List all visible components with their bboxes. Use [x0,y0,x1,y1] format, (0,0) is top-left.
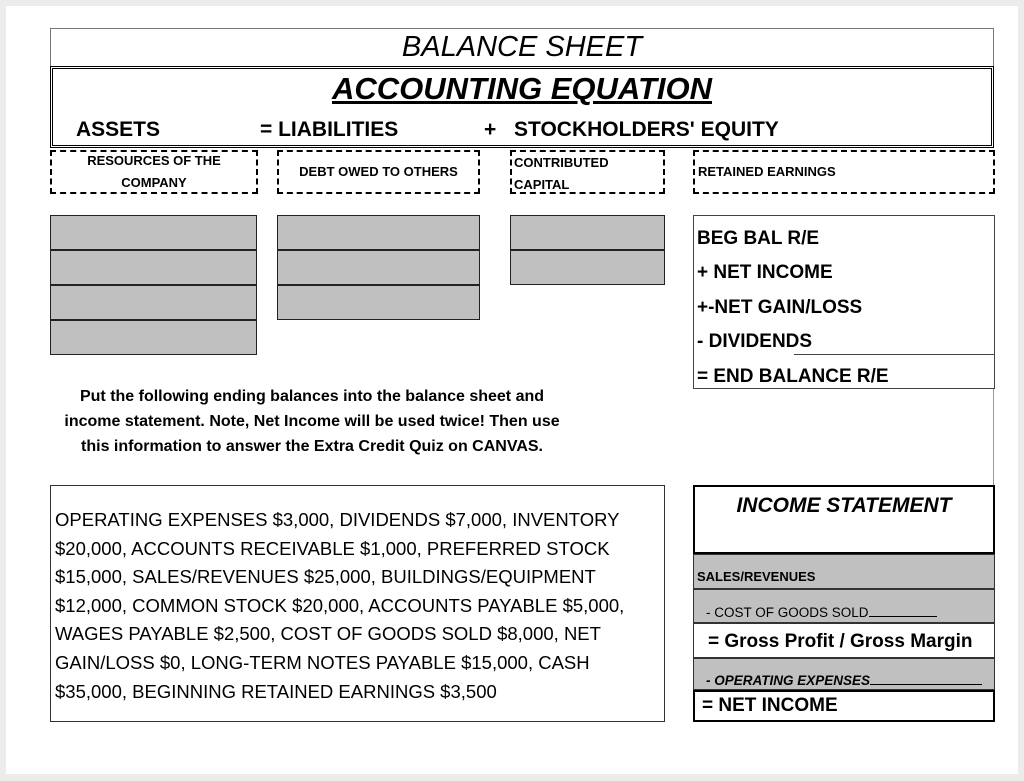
grid-line [993,389,994,485]
re-row-end-balance: = END BALANCE R/E [697,366,889,387]
assets-header: ASSETS [76,118,161,141]
is-gross-profit-row: = Gross Profit / Gross Margin [693,623,995,658]
income-statement-title: INCOME STATEMENT [693,485,995,554]
re-row-net-gain-loss: +-NET GAIN/LOSS [697,297,863,318]
re-row-dividends: - DIVIDENDS [697,331,813,352]
is-sales-row[interactable]: SALES/REVENUES [693,554,995,589]
asset-input-cell[interactable] [50,215,257,250]
liability-input-cell[interactable] [277,250,480,285]
retained-earnings-category: RETAINED EARNINGS [693,150,995,194]
instructions-text: Put the following ending balances into the balance sheet and income statement. Note, Net Income will be used twice! Then use this information to answer the Extra Credit Quiz on CANVAS. [64,388,560,455]
page-title: BALANCE SHEET [50,28,994,66]
is-cogs-label: - COST OF GOODS SOLD [706,605,869,620]
is-opex-row[interactable] [693,658,995,690]
contributed-capital-input-cell[interactable] [510,215,665,250]
ending-balances-list: OPERATING EXPENSES $3,000, DIVIDENDS $7,000, INVENTORY $20,000, ACCOUNTS RECEIVABLE $1,000, PREFERRED STOCK $15,000, SALES/REVENUES $25,000, BUILDINGS/EQUIPMENT $12,000, COMMON STOCK $20,000, ACCOUNTS PAYABLE $5,000, WAGES PAYABLE $2,500, COST OF GOODS SOLD $8,000, NET GAIN/LOSS $0, LONG-TERM NOTES PAYABLE $15,000, CASH $35,000, BEGINNING RETAINED EARNINGS $3,500 [50,485,665,722]
equity-header: STOCKHOLDERS' EQUITY [514,118,779,141]
asset-input-cell[interactable] [50,250,257,285]
plus-sign: + [484,118,497,141]
re-row-beginning: BEG BAL R/E [697,228,820,249]
equation-title: ACCOUNTING EQUATION [331,71,713,106]
is-opex-label: - OPERATING EXPENSES [706,673,871,688]
liabilities-header: = LIABILITIES [260,118,399,141]
liabilities-category: DEBT OWED TO OTHERS [277,150,480,194]
retained-earnings-box [693,215,995,389]
asset-input-cell[interactable] [50,285,257,320]
contributed-capital-category: CONTRIBUTED CAPITAL [510,150,665,194]
re-divider [794,354,994,355]
re-row-net-income: + NET INCOME [697,262,833,283]
contributed-capital-input-cell[interactable] [510,250,665,285]
liability-input-cell[interactable] [277,285,480,320]
cogs-blank-line [869,604,937,617]
liability-input-cell[interactable] [277,215,480,250]
is-net-income-row: = NET INCOME [693,690,995,722]
asset-input-cell[interactable] [50,320,257,355]
opex-blank-line [870,672,982,685]
is-cogs-row[interactable] [693,589,995,623]
assets-category: RESOURCES OF THE COMPANY [50,150,258,194]
